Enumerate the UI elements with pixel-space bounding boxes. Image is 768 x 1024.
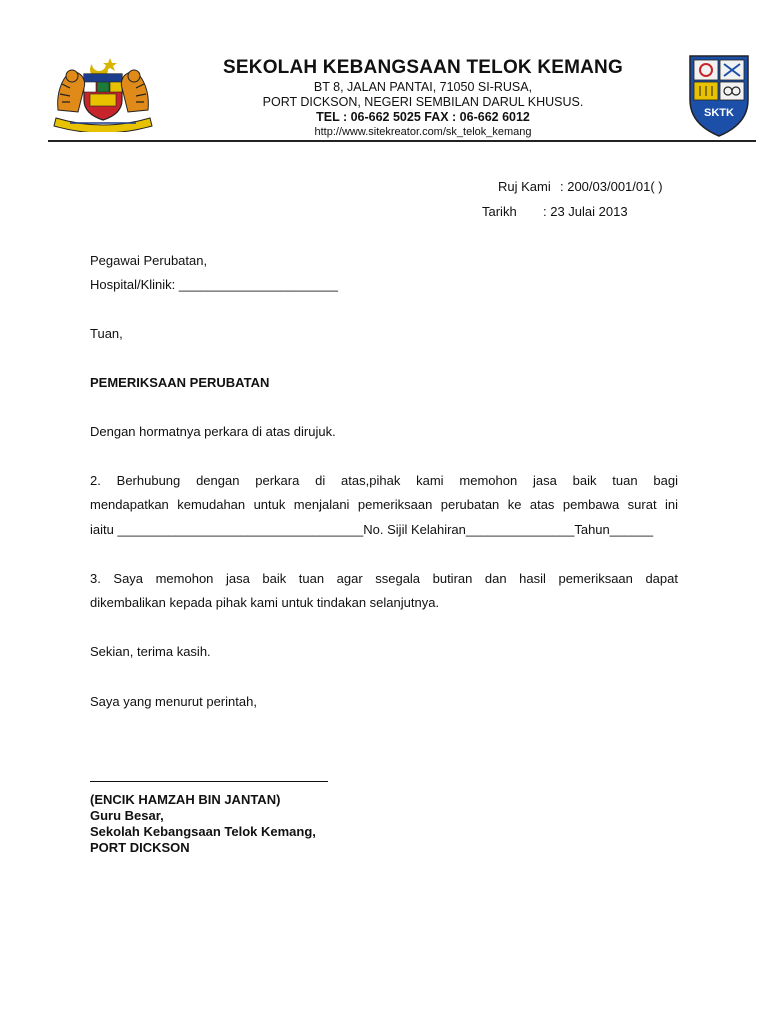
school-name: SEKOLAH KEBANGSAAN TELOK KEMANG bbox=[223, 57, 623, 78]
signatory-school: Sekolah Kebangsaan Telok Kemang, bbox=[90, 824, 316, 839]
signatory-name: (ENCIK HAMZAH BIN JANTAN) bbox=[90, 792, 281, 807]
coat-of-arms-logo bbox=[48, 54, 158, 132]
signatory-title: Guru Besar, bbox=[90, 808, 164, 823]
salutation: Tuan, bbox=[90, 326, 123, 341]
signoff-line: Saya yang menurut perintah, bbox=[90, 694, 257, 709]
ruj-value: : 200/03/001/01( ) bbox=[560, 179, 663, 194]
letterhead bbox=[172, 56, 674, 139]
closing-line: Sekian, terima kasih. bbox=[90, 644, 211, 659]
letterhead-divider bbox=[48, 140, 756, 142]
para2-line-3: iaitu __________________________________No. Sijil Kelahiran_______________Tahun______ bbox=[90, 522, 654, 537]
address-line-2: PORT DICKSON, NEGERI SEMBILAN DARUL KHUSUS. bbox=[262, 95, 584, 109]
website-url: http://www.sitekreator.com/sk_telok_kemang bbox=[314, 126, 532, 138]
opening-sentence: Dengan hormatnya perkara di atas dirujuk. bbox=[90, 424, 336, 439]
school-crest-logo bbox=[684, 52, 754, 138]
address-line-1: BT 8, JALAN PANTAI, 71050 SI-RUSA, bbox=[313, 80, 533, 94]
recipient-line-2: Hospital/Klinik: ______________________ bbox=[90, 277, 338, 292]
signatory-town: PORT DICKSON bbox=[90, 840, 190, 855]
recipient-line-1: Pegawai Perubatan, bbox=[90, 253, 208, 268]
signature-line bbox=[90, 781, 328, 782]
school-logo-text: SKTK bbox=[704, 107, 734, 119]
tarikh-label: Tarikh bbox=[482, 204, 517, 219]
contact-line: TEL : 06-662 5025 FAX : 06-662 6012 bbox=[316, 110, 530, 124]
tarikh-value: : 23 Julai 2013 bbox=[543, 204, 628, 219]
para3-line-2: dikembalikan kepada pihak kami untuk tindakan selanjutnya. bbox=[90, 595, 440, 610]
subject-heading: PEMERIKSAAN PERUBATAN bbox=[90, 375, 270, 390]
para3-line-1: 3. Saya memohon jasa baik tuan agar ssegala butiran dan hasil pemeriksaan dapat bbox=[90, 571, 678, 586]
para2-line-2: mendapatkan kemudahan untuk menjalani pemeriksaan perubatan ke atas pembawa surat ini bbox=[90, 497, 678, 512]
ruj-label: Ruj Kami bbox=[498, 179, 551, 194]
para2-line-1: 2. Berhubung dengan perkara di atas,pihak kami memohon jasa baik tuan bagi bbox=[90, 473, 678, 488]
